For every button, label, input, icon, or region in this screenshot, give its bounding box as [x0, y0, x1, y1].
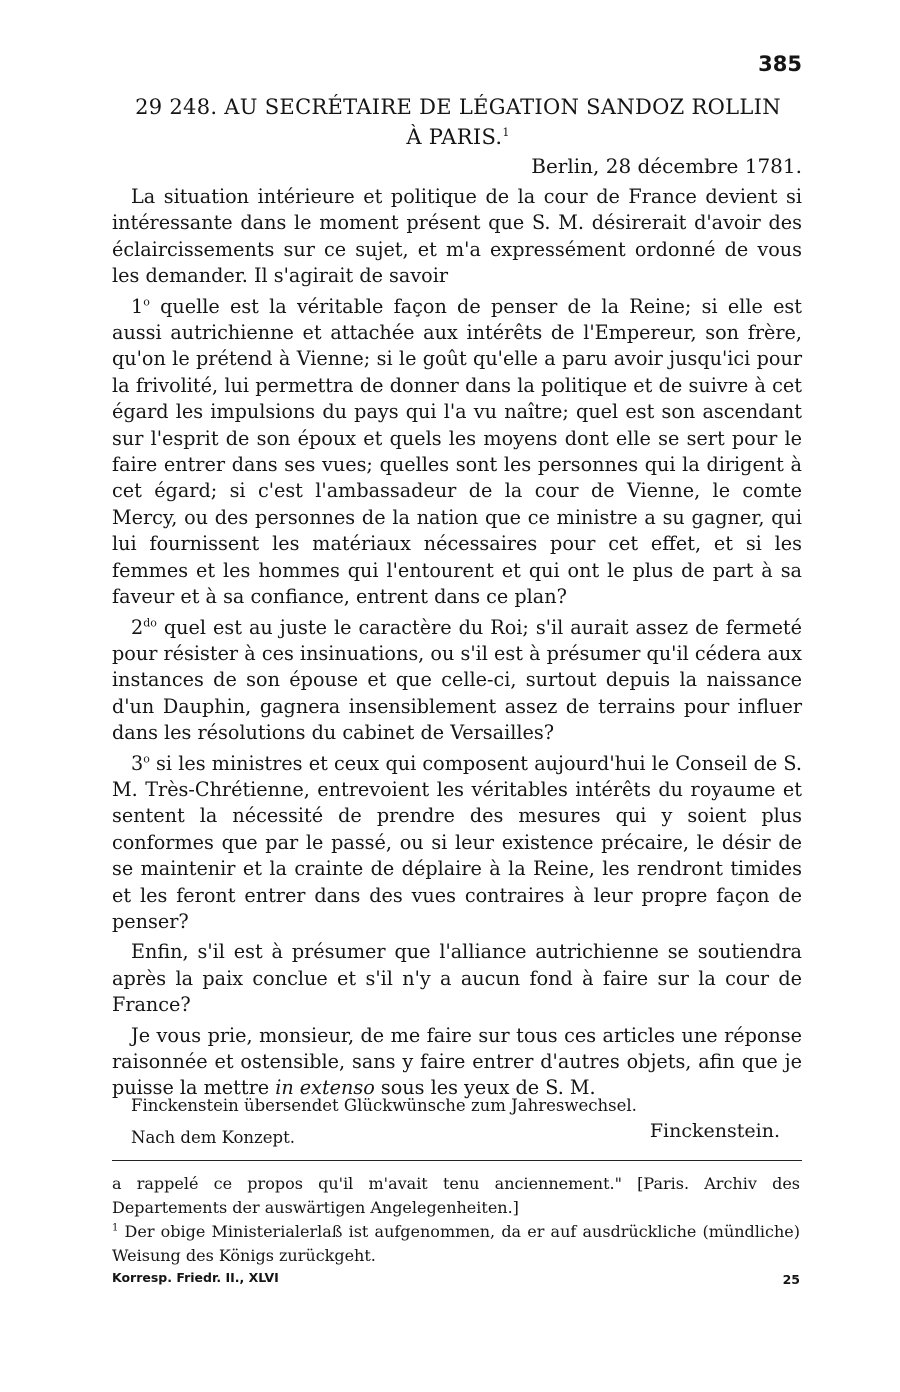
point-1-number: 1 — [131, 294, 144, 318]
dateline: Berlin, 28 décembre 1781. — [531, 154, 802, 178]
paragraph-enfin: Enfin, s'il est à présumer que l'alliance autrichienne se soutiendra après la paix conclue et s'il n'y a aucun fond à faire sur la cour de France? — [112, 940, 802, 1017]
sheet-number: 25 — [782, 1272, 800, 1287]
point-2-sup: do — [143, 616, 157, 630]
closing-italic: in extenso — [275, 1076, 375, 1100]
point-1-sup: o — [143, 295, 150, 309]
paragraph-intro: La situation intérieure et politique de la cour de France devient si intéressante dans le moment présent que S. M. désirerait d'avoir des éclaircissements sur ce sujet, et m'a expressément ordonné de vous les demander. Il s'agirait de savoir — [112, 185, 802, 288]
point-2-number: 2 — [131, 615, 144, 639]
closing-text-b: sous les yeux de S. M. — [374, 1076, 596, 1100]
editorial-note: Finckenstein übersendet Glückwünsche zum Jahreswechsel. — [131, 1096, 637, 1115]
paragraph-closing — [112, 1023, 802, 1102]
letter-body — [112, 184, 802, 1102]
letter-heading — [110, 94, 806, 150]
footnotes — [112, 1172, 800, 1268]
source-note: Nach dem Konzept. — [131, 1128, 295, 1147]
page-number: 385 — [758, 52, 802, 76]
heading-line-1: 29 248. AU SECRÉTAIRE DE LÉGATION SANDOZ ROLLIN — [135, 95, 781, 119]
point-3-sup: o — [143, 752, 150, 766]
point-2-text: quel est au juste le caractère du Roi; s'il aurait assez de fermeté pour résister à ces insinuations, ou s'il est à présumer qu'il cédera aux instances de son épouse et que celle-ci, surtout depuis la naissance d'un Dauphin, gagnera insensiblement assez de terrains pour influer dans les résolutions du cabinet de Versailles? — [112, 615, 802, 745]
point-3-number: 3 — [131, 751, 144, 775]
point-3-text: si les ministres et ceux qui composent aujourd'hui le Conseil de S. M. Très-Chrétienne, entrevoient les véritables intérêts du royaume et sentent la nécessité de prendre des mesures qui y soient plus conformes que par le passé, ou si leur existence précaire, le désir de se maintenir et la crainte de déplaire à la Reine, les rendront timides et les feront entrer dans des vues contraires à leur propre façon de penser? — [112, 751, 802, 933]
heading-footnote-mark: 1 — [502, 126, 510, 139]
closing-text-a: Je vous prie, monsieur, de me faire sur tous ces articles une réponse raisonnée et ostensible, sans y faire entrer d'autres objets, afin que je puisse la mettre — [112, 1023, 802, 1100]
footnote-1-mark: 1 — [112, 1222, 119, 1234]
heading-line-2-text: À PARIS. — [406, 125, 503, 149]
footnote-1-text: Der obige Ministerialerlaß ist aufgenommen, da er auf ausdrückliche (mündliche) Weisung des Königs zurückgeht. — [112, 1222, 800, 1265]
paragraph-point-2 — [112, 615, 802, 747]
footnote-divider — [112, 1160, 802, 1161]
signature-line: Korresp. Friedr. II., XLVI — [112, 1270, 279, 1285]
footnote-carryover: a rappelé ce propos qu'il m'avait tenu anciennement." [Paris. Archiv des Departements der auswärtigen Angelegenheiten.] — [112, 1174, 800, 1217]
paragraph-point-3 — [112, 751, 802, 936]
signature: Finckenstein. — [649, 1120, 780, 1142]
paragraph-point-1 — [112, 294, 802, 611]
footnote-1 — [112, 1220, 800, 1268]
point-1-text: quelle est la véritable façon de penser de la Reine; si elle est aussi autrichienne et attachée aux intérêts de l'Empereur, son frère, qu'on le prétend à Vienne; si le goût qu'elle a paru avoir jusqu'ici pour la frivolité, lui permettra de donner dans la politique et de suivre à cet égard les impulsions du pays qui l'a vu naître; quel est son ascendant sur l'esprit de son époux et quels les moyens dont elle se sert pour le faire entrer dans ses vues; quelles sont les personnes qui la dirigent à cet égard; si c'est l'ambassadeur de la cour de Vienne, le comte Mercy, ou des personnes de la nation que ce ministre a su gagner, qui lui fournissent les matériaux nécessaires pour cet effet, et si les femmes et les hommes qui l'entourent et qui ont le plus de part à sa faveur et à sa confiance, entrent dans ce plan? — [112, 294, 802, 609]
heading-line-2 — [110, 120, 806, 150]
